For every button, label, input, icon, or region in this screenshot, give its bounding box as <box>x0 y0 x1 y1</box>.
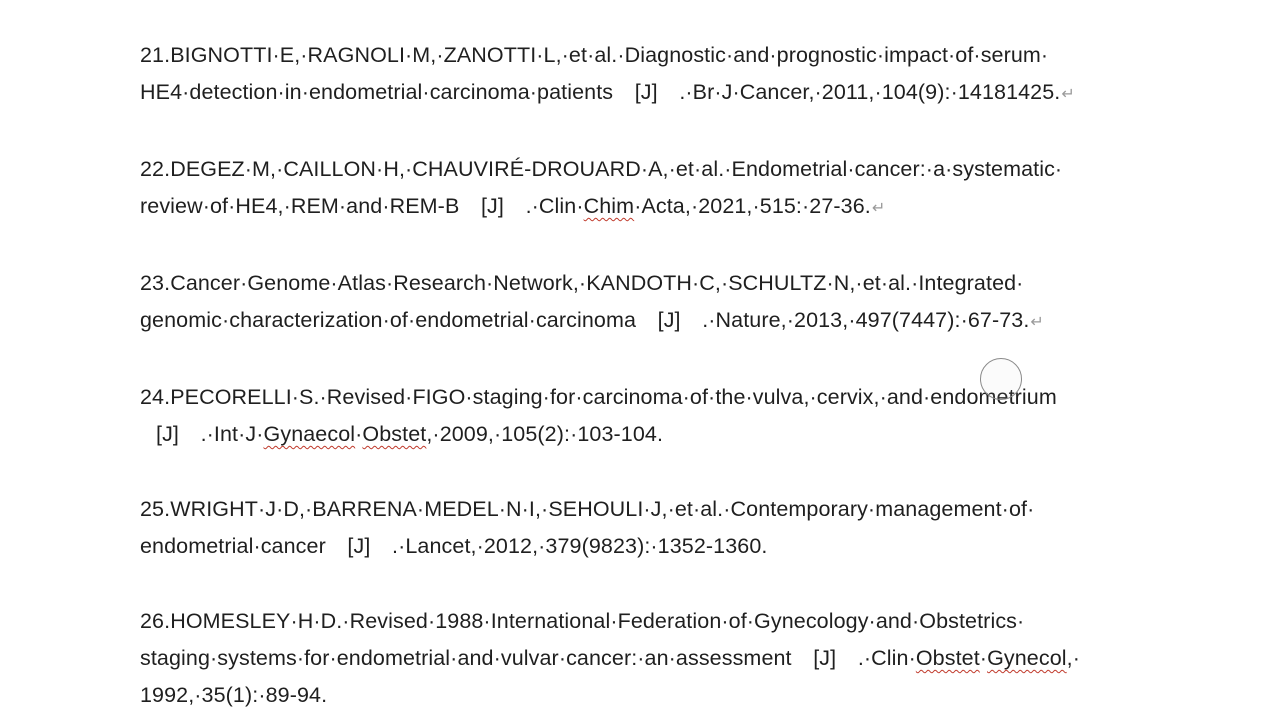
reference-text: ·Acta,·2021,·515:·27-36. <box>634 194 871 218</box>
reference-text: staging·systems·for·endometrial·and·vulvar·cancer:·an·assessment [J] .·Clin· <box>140 646 916 670</box>
spellcheck-flagged-word[interactable]: Obstet <box>915 646 980 670</box>
reference-text: review·of·HE4,·REM·and·REM-B [J] .·Clin· <box>140 194 584 218</box>
reference-item[interactable] <box>140 151 1140 227</box>
reference-text: HE4·detection·in·endometrial·carcinoma·patients [J] .·Br·J·Cancer,·2011,·104(9):·14181425. <box>140 80 1061 104</box>
spellcheck-flagged-word[interactable]: Gynecol <box>987 646 1067 670</box>
reference-text: genomic·characterization·of·endometrial·carcinoma [J] .·Nature,·2013,·497(7447):·67-73. <box>140 308 1030 332</box>
reference-line: 23.Cancer·Genome·Atlas·Research·Network,·KANDOTH·C,·SCHULTZ·N,·et·al.·Integrated· <box>140 271 1024 295</box>
reference-line: 25.WRIGHT·J·D,·BARRENA·MEDEL·N·I,·SEHOULI·J,·et·al.·Contemporary·management·of· <box>140 497 1035 521</box>
reference-item[interactable] <box>140 37 1140 113</box>
paragraph-mark-icon: ↵ <box>1030 314 1044 331</box>
reference-line: 1992,·35(1):·89-94. <box>140 683 328 707</box>
reference-line: endometrial·cancer [J] .·Lancet,·2012,·379(9823):·1352-1360. <box>140 534 768 558</box>
reference-line: 24.PECORELLI·S.·Revised·FIGO·staging·for·carcinoma·of·the·vulva,·cervix,·and·endometrium <box>140 385 1057 409</box>
reference-item[interactable] <box>140 265 1140 341</box>
spellcheck-flagged-word[interactable]: Obstet <box>362 422 427 446</box>
reference-line <box>140 640 1140 677</box>
reference-text: · <box>979 646 988 670</box>
mouse-cursor-indicator <box>980 358 1022 400</box>
reference-line: 22.DEGEZ·M,·CAILLON·H,·CHAUVIRÉ-DROUARD·A,·et·al.·Endometrial·cancer:·a·systematic· <box>140 157 1063 181</box>
reference-text: · <box>355 422 363 446</box>
spellcheck-flagged-word[interactable]: Chim <box>583 194 635 218</box>
reference-line <box>140 302 1140 341</box>
reference-text: ,· <box>1066 646 1080 670</box>
reference-item[interactable] <box>140 603 1140 714</box>
reference-line <box>140 188 1140 227</box>
reference-item[interactable] <box>140 491 1140 565</box>
reference-text: [J] .·Int·J· <box>156 422 264 446</box>
paragraph-mark-icon: ↵ <box>1061 86 1075 103</box>
spellcheck-flagged-word[interactable]: Gynaecol <box>263 422 356 446</box>
paragraph-mark-icon: ↵ <box>871 200 886 217</box>
reference-line <box>140 74 1140 113</box>
reference-line: 21.BIGNOTTI·E,·RAGNOLI·M,·ZANOTTI·L,·et·al.·Diagnostic·and·prognostic·impact·of·serum· <box>140 43 1049 67</box>
reference-line <box>140 416 1140 453</box>
reference-text: ,·2009,·105(2):·103-104. <box>426 422 664 446</box>
reference-line: 26.HOMESLEY·H·D.·Revised·1988·International·Federation·of·Gynecology·and·Obstetrics· <box>140 609 1025 633</box>
